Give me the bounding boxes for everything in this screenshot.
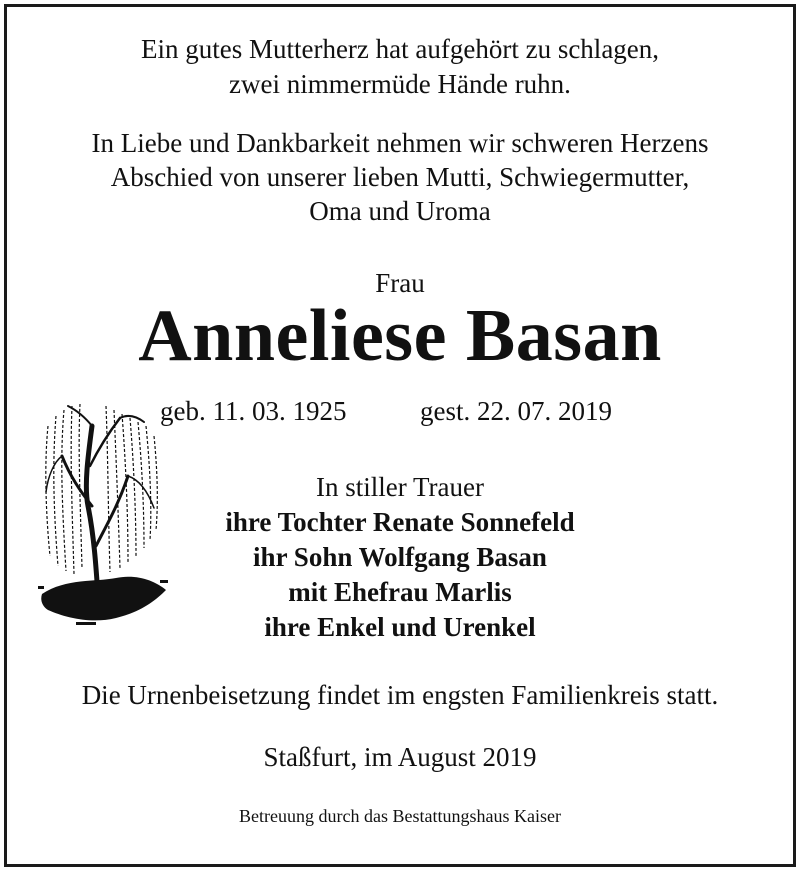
place-date: Staßfurt, im August 2019 <box>263 742 537 772</box>
farewell-line-1: In Liebe und Dankbarkeit nehmen wir schweren Herzens <box>91 128 709 158</box>
farewell-line-3: Oma und Uroma <box>309 196 491 226</box>
burial-note: Die Urnenbeisetzung findet im engsten Familienkreis statt. <box>81 680 719 710</box>
verse-line-1: Ein gutes Mutterherz hat aufgehört zu schlagen, <box>140 34 660 64</box>
funeral-home-credit: Betreuung durch das Bestattungshaus Kaiser <box>239 806 561 826</box>
salutation: Frau <box>375 268 425 298</box>
verse-line-2: zwei nimmermüde Hände ruhn. <box>229 69 571 99</box>
deceased-name: Anneliese Basan <box>138 295 662 377</box>
mourner-line-4: ihre Enkel und Urenkel <box>264 612 536 642</box>
death-date: gest. 22. 07. 2019 <box>420 396 612 426</box>
birth-date: geb. 11. 03. 1925 <box>160 396 347 426</box>
mourner-line-3: mit Ehefrau Marlis <box>288 577 512 607</box>
mourners-intro: In stiller Trauer <box>316 472 484 502</box>
mourner-line-1: ihre Tochter Renate Sonnefeld <box>225 507 575 537</box>
mourner-line-2: ihr Sohn Wolfgang Basan <box>253 542 547 572</box>
farewell-line-2: Abschied von unserer lieben Mutti, Schwiegermutter, <box>110 162 690 192</box>
